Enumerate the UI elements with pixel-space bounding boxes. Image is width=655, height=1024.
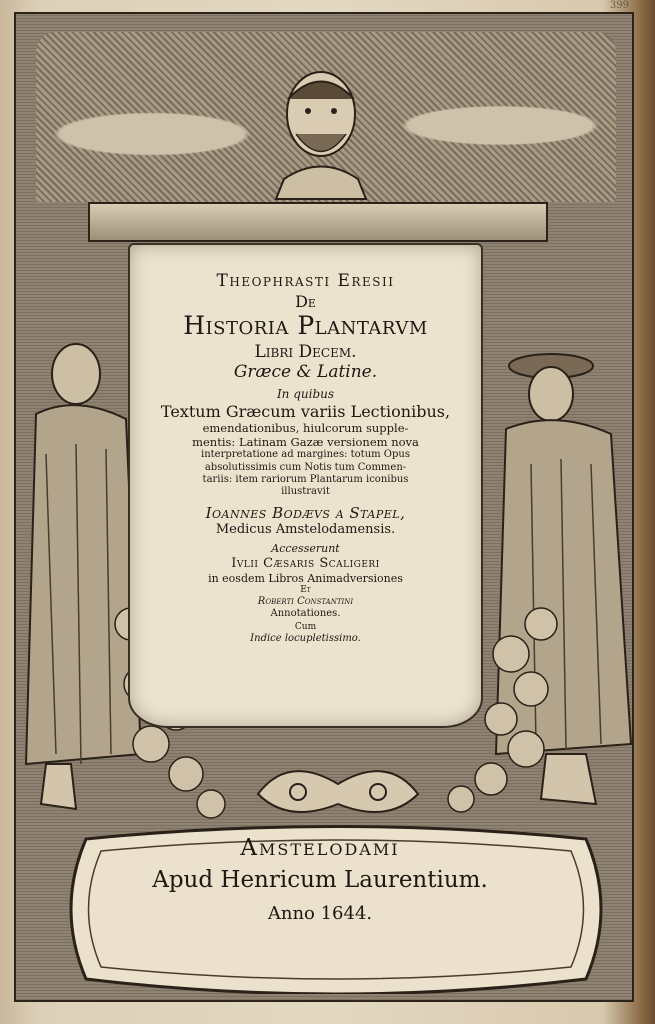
scaliger-line: Ivlii Cæsaris Scaligeri xyxy=(231,555,380,571)
indice-line: Indice locupletissimo. xyxy=(250,633,361,645)
graece-line: Græce & Latine. xyxy=(233,362,378,383)
imprint-year: Anno 1644. xyxy=(267,903,373,924)
de-line: De xyxy=(295,291,316,311)
page-corner-number: 399 xyxy=(609,0,629,11)
imprint-place: Amstelodami xyxy=(240,835,400,861)
constantin-line: Roberti Constantini xyxy=(257,595,354,607)
body-line-2: emendationibus, hiulcorum supple- xyxy=(202,421,409,436)
body-line-4: interpretatione ad margines: totum Opus xyxy=(201,449,410,461)
et-line: Et xyxy=(300,584,311,595)
title-cloth-panel xyxy=(128,243,483,728)
main-title: Historia Plantarvm xyxy=(183,311,428,341)
body-line-1: Textum Græcum variis Lectionibus, xyxy=(160,401,451,421)
annotationes-line: Annotationes. xyxy=(270,608,341,620)
author-line: Theophrasti Eresii xyxy=(216,271,395,291)
accesserunt-line: Accesserunt xyxy=(271,542,340,556)
in-quibus-line: In quibus xyxy=(276,387,335,402)
bust-of-theophrastus xyxy=(266,59,376,209)
imprint-publisher: Apud Henricum Laurentium. xyxy=(152,867,488,893)
scaliger-note: in eosdem Libros Animadversiones xyxy=(208,571,403,585)
body-line-5: absolutissimis cum Notis tum Commen- xyxy=(204,461,407,473)
editor-name: Ioannes Bodævs a Stapel, xyxy=(205,504,406,523)
imprint-block xyxy=(100,835,540,924)
body-line-6: tariis: item rariorum Plantarum iconibus xyxy=(202,473,409,485)
libri-line: Libri Decem. xyxy=(254,341,357,362)
body-line-3: mentis: Latinam Gazæ versionem nova xyxy=(192,435,419,450)
architectural-cornice xyxy=(88,202,548,242)
editor-title: Medicus Amstelodamensis. xyxy=(215,522,396,538)
illustravit-line: illustravit xyxy=(281,485,330,497)
scroll-ornament xyxy=(248,754,428,824)
cum-line: Cum xyxy=(294,622,317,633)
